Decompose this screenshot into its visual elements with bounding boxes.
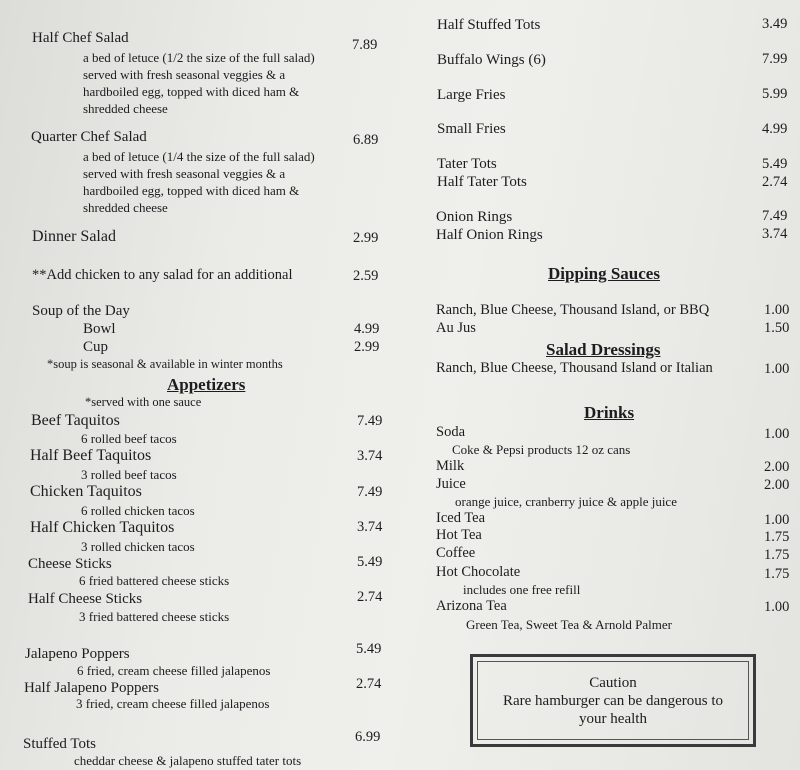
arizona-tea-name: Arizona Tea — [436, 598, 507, 614]
arizona-tea-price: 1.00 — [764, 599, 790, 615]
beef-taquitos-price: 7.49 — [357, 413, 383, 429]
half-tater-tots-name: Half Tater Tots — [437, 174, 527, 190]
desc-line: shredded cheese — [83, 200, 168, 215]
desc-line: a bed of letuce (1/4 the size of the full salad) — [83, 149, 315, 164]
half-onion-rings-name: Half Onion Rings — [436, 227, 543, 243]
juice-name: Juice — [436, 476, 466, 492]
half-stuffed-tots-name: Half Stuffed Tots — [437, 17, 541, 33]
juice-price: 2.00 — [764, 477, 790, 493]
half-cheese-sticks-desc: 3 fried battered cheese sticks — [79, 609, 230, 624]
caution-text — [478, 674, 748, 728]
drinks-heading: Drinks — [584, 403, 635, 422]
coffee-price: 1.75 — [764, 547, 790, 563]
arizona-tea-desc: Green Tea, Sweet Tea & Arnold Palmer — [466, 617, 673, 632]
half-jalapeno-poppers-price: 2.74 — [356, 676, 382, 692]
caution-title: Caution — [589, 675, 637, 691]
soup-note: *soup is seasonal & available in winter months — [47, 357, 283, 371]
salad-dressings-heading: Salad Dressings — [546, 340, 661, 359]
hot-chocolate-price: 1.75 — [764, 566, 790, 582]
caution-box — [470, 654, 756, 747]
hot-chocolate-name: Hot Chocolate — [436, 564, 521, 580]
iced-tea-price: 1.00 — [764, 512, 790, 528]
hot-tea-name: Hot Tea — [436, 527, 482, 543]
quarter-chef-salad-desc — [83, 148, 315, 216]
large-fries-name: Large Fries — [437, 87, 506, 103]
onion-rings-name: Onion Rings — [436, 209, 513, 225]
half-chicken-taquitos-name: Half Chicken Taquitos — [30, 519, 175, 536]
caution-line-2: Rare hamburger can be dangerous to — [502, 693, 724, 709]
chicken-taquitos-name: Chicken Taquitos — [30, 483, 142, 500]
dipping-sauce-2-name: Au Jus — [436, 320, 476, 336]
chicken-taquitos-price: 7.49 — [357, 484, 383, 500]
dipping-sauce-1-name: Ranch, Blue Cheese, Thousand Island, or BBQ — [436, 302, 710, 318]
desc-line: served with fresh seasonal veggies & a — [83, 67, 286, 82]
dipping-sauces-heading: Dipping Sauces — [548, 264, 660, 283]
jalapeno-poppers-name: Jalapeno Poppers — [25, 646, 130, 662]
milk-name: Milk — [436, 458, 465, 474]
jalapeno-poppers-desc: 6 fried, cream cheese filled jalapenos — [77, 663, 271, 678]
salad-dressings-price: 1.00 — [764, 361, 790, 377]
iced-tea-name: Iced Tea — [436, 510, 486, 526]
soda-name: Soda — [436, 424, 465, 440]
appetizers-heading: Appetizers — [167, 375, 246, 394]
half-cheese-sticks-name: Half Cheese Sticks — [28, 591, 143, 607]
half-chef-salad-desc — [83, 49, 315, 117]
desc-line: shredded cheese — [83, 101, 168, 116]
dinner-salad-price: 2.99 — [353, 230, 379, 246]
dinner-salad-name: Dinner Salad — [32, 228, 116, 245]
onion-rings-price: 7.49 — [762, 208, 788, 224]
desc-line: hardboiled egg, topped with diced ham & — [83, 183, 300, 198]
desc-line: a bed of letuce (1/2 the size of the full salad) — [83, 50, 315, 65]
soup-bowl-price: 4.99 — [354, 321, 380, 337]
coffee-name: Coffee — [436, 545, 476, 561]
jalapeno-poppers-price: 5.49 — [356, 641, 382, 657]
half-tater-tots-price: 2.74 — [762, 174, 788, 190]
desc-line: served with fresh seasonal veggies & a — [83, 166, 286, 181]
buffalo-wings-price: 7.99 — [762, 51, 788, 67]
half-chicken-taquitos-desc: 3 rolled chicken tacos — [81, 539, 195, 554]
chicken-taquitos-desc: 6 rolled chicken tacos — [81, 503, 195, 518]
half-beef-taquitos-name: Half Beef Taquitos — [30, 447, 152, 464]
half-beef-taquitos-price: 3.74 — [357, 448, 383, 464]
half-jalapeno-poppers-name: Half Jalapeno Poppers — [24, 680, 159, 696]
half-onion-rings-price: 3.74 — [762, 226, 788, 242]
tater-tots-name: Tater Tots — [437, 156, 497, 172]
half-cheese-sticks-price: 2.74 — [357, 589, 383, 605]
soda-desc: Coke & Pepsi products 12 oz cans — [452, 442, 631, 457]
desc-line: hardboiled egg, topped with diced ham & — [83, 84, 300, 99]
cheese-sticks-desc: 6 fried battered cheese sticks — [79, 573, 230, 588]
dipping-sauce-1-price: 1.00 — [764, 302, 790, 318]
half-beef-taquitos-desc: 3 rolled beef tacos — [81, 467, 177, 482]
half-chef-salad-price: 7.89 — [352, 37, 378, 53]
caution-line-3: your health — [579, 711, 647, 727]
beef-taquitos-desc: 6 rolled beef tacos — [81, 431, 177, 446]
stuffed-tots-desc: cheddar cheese & jalapeno stuffed tater tots — [74, 753, 302, 768]
quarter-chef-salad-price: 6.89 — [353, 132, 379, 148]
stuffed-tots-name: Stuffed Tots — [23, 736, 96, 752]
add-chicken-note: **Add chicken to any salad for an additional — [32, 267, 293, 283]
appetizers-note: *served with one sauce — [85, 395, 202, 409]
half-chicken-taquitos-price: 3.74 — [357, 519, 383, 535]
soup-bowl: Bowl — [83, 321, 116, 337]
half-stuffed-tots-price: 3.49 — [762, 16, 788, 32]
small-fries-name: Small Fries — [437, 121, 506, 137]
tater-tots-price: 5.49 — [762, 156, 788, 172]
milk-price: 2.00 — [764, 459, 790, 475]
caution-inner-border — [477, 661, 749, 740]
beef-taquitos-name: Beef Taquitos — [31, 412, 120, 429]
quarter-chef-salad-name: Quarter Chef Salad — [31, 129, 147, 145]
salad-dressings-name: Ranch, Blue Cheese, Thousand Island or Italian — [436, 360, 713, 376]
large-fries-price: 5.99 — [762, 86, 788, 102]
hot-chocolate-desc: includes one free refill — [463, 582, 581, 597]
buffalo-wings-name: Buffalo Wings (6) — [437, 52, 546, 68]
half-jalapeno-poppers-desc: 3 fried, cream cheese filled jalapenos — [76, 696, 270, 711]
half-chef-salad-name: Half Chef Salad — [32, 30, 129, 46]
soup-cup: Cup — [83, 339, 109, 355]
add-chicken-price: 2.59 — [353, 268, 379, 284]
stuffed-tots-price: 6.99 — [355, 729, 381, 745]
cheese-sticks-price: 5.49 — [357, 554, 383, 570]
hot-tea-price: 1.75 — [764, 529, 790, 545]
juice-desc: orange juice, cranberry juice & apple juice — [455, 494, 677, 509]
small-fries-price: 4.99 — [762, 121, 788, 137]
dipping-sauce-2-price: 1.50 — [764, 320, 790, 336]
soda-price: 1.00 — [764, 426, 790, 442]
soup-name: Soup of the Day — [32, 303, 130, 319]
soup-cup-price: 2.99 — [354, 339, 380, 355]
cheese-sticks-name: Cheese Sticks — [28, 556, 112, 572]
